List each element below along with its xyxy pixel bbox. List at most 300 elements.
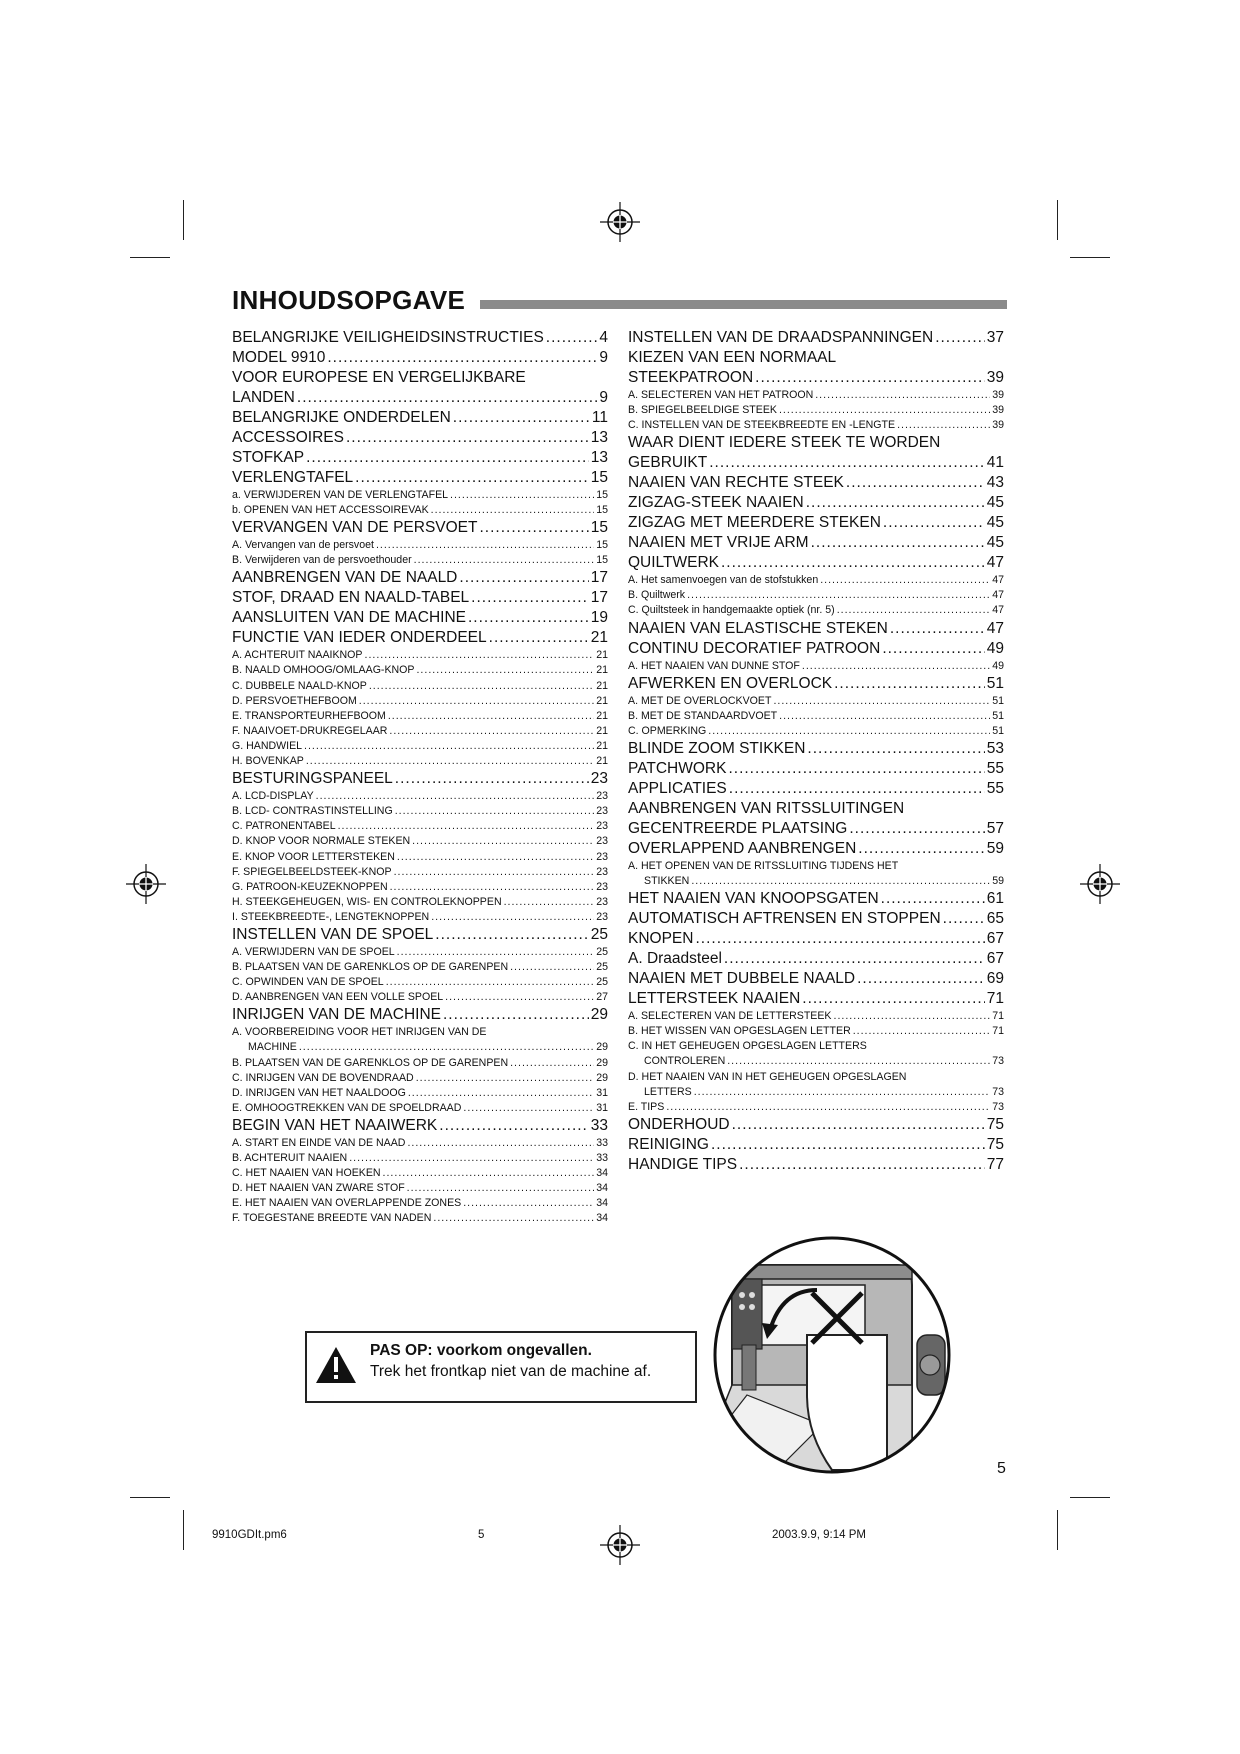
toc-entry-page: 71 bbox=[992, 1010, 1004, 1023]
toc-entry-page: 25 bbox=[596, 961, 608, 974]
toc-entry-page: 55 bbox=[986, 759, 1004, 777]
toc-entry-label: INRIJGEN VAN DE MACHINE bbox=[232, 1006, 441, 1024]
toc-entry-label: A. ACHTERUIT NAAIKNOP bbox=[232, 649, 363, 662]
toc-entry-label: B. NAALD OMHOOG/OMLAAG-KNOP bbox=[232, 664, 415, 677]
leader-dots bbox=[666, 1100, 990, 1115]
toc-entry-page: 47 bbox=[986, 619, 1004, 637]
toc-entry-page: 59 bbox=[986, 839, 1004, 857]
leader-dots bbox=[471, 588, 589, 608]
toc-entry-page: 21 bbox=[596, 739, 608, 752]
leader-dots bbox=[407, 1136, 594, 1151]
toc-entry-page: 23 bbox=[596, 805, 608, 818]
leader-dots bbox=[435, 925, 588, 945]
leader-dots bbox=[395, 804, 595, 819]
leader-dots bbox=[479, 518, 588, 538]
toc-entry-label: FUNCTIE VAN IEDER ONDERDEEL bbox=[232, 629, 487, 647]
toc-entry-label: BEGIN VAN HET NAAIWERK bbox=[232, 1116, 438, 1134]
toc-subentry bbox=[232, 488, 608, 503]
leader-dots bbox=[732, 1115, 985, 1135]
toc-entry-label: HANDIGE TIPS bbox=[628, 1155, 738, 1173]
toc-entry-page: 67 bbox=[986, 950, 1004, 968]
toc-entry-page: 23 bbox=[596, 820, 608, 833]
toc-entry bbox=[628, 839, 1004, 859]
toc-entry-page: 51 bbox=[986, 674, 1004, 692]
toc-subentry bbox=[232, 910, 608, 925]
toc-subentry bbox=[628, 724, 1004, 739]
toc-entry bbox=[628, 759, 1004, 779]
leader-dots bbox=[727, 1054, 990, 1069]
toc-subentry bbox=[232, 895, 608, 910]
machine-front-cover-illustration bbox=[712, 1235, 952, 1475]
toc-entry bbox=[628, 929, 1004, 949]
toc-entry-label: C. OPMERKING bbox=[628, 724, 707, 737]
toc-subentry bbox=[232, 1086, 608, 1101]
toc-entry-page: 33 bbox=[596, 1136, 608, 1149]
toc-entry-page: 33 bbox=[596, 1152, 608, 1164]
toc-entry-label: A. LCD-DISPLAY bbox=[232, 790, 314, 803]
leader-dots bbox=[468, 608, 589, 628]
leader-dots bbox=[709, 453, 985, 473]
toc-entry-label: C. Quiltsteek in handgemaakte optiek (nr. 5) bbox=[628, 604, 835, 617]
toc-entry-label: NAAIEN VAN RECHTE STEEK bbox=[628, 474, 844, 492]
toc-entry-label: STEEKPATROON bbox=[628, 369, 754, 386]
toc-subentry bbox=[232, 960, 608, 975]
toc-entry-label: GECENTREERDE PLAATSING bbox=[628, 819, 848, 837]
leader-dots bbox=[327, 348, 597, 368]
toc-entry-label: AANBRENGEN VAN DE NAALD bbox=[232, 569, 458, 587]
toc-subentry bbox=[232, 724, 608, 739]
toc-entry bbox=[628, 989, 1004, 1009]
toc-entry-page: 47 bbox=[992, 604, 1004, 617]
leader-dots bbox=[388, 709, 594, 724]
toc-entry-page: 17 bbox=[590, 589, 608, 607]
toc-entry-page: 53 bbox=[986, 739, 1004, 757]
toc-subentry bbox=[628, 1054, 1004, 1069]
footer-file: 9910GDIt.pm6 bbox=[212, 1529, 287, 1541]
toc-subentry bbox=[628, 1024, 1004, 1039]
leader-dots bbox=[386, 975, 595, 990]
registration-mark-icon bbox=[126, 864, 166, 904]
warning-triangle-icon bbox=[315, 1346, 357, 1384]
toc-subentry bbox=[232, 945, 608, 960]
toc-entry-label: NAAIEN VAN ELASTISCHE STEKEN bbox=[628, 619, 888, 637]
crop-mark bbox=[1070, 257, 1110, 258]
crop-mark bbox=[1057, 200, 1058, 240]
leader-dots bbox=[779, 709, 990, 724]
leader-dots bbox=[412, 834, 594, 849]
toc-entry-label: F. NAAIVOET-DRUKREGELAAR bbox=[232, 724, 388, 737]
toc-entry-label: C. PATRONENTABEL bbox=[232, 820, 336, 833]
title-rule bbox=[480, 300, 1007, 309]
toc-entry bbox=[628, 639, 1004, 659]
toc-subentry bbox=[232, 1101, 608, 1116]
toc-entry bbox=[232, 608, 608, 628]
toc-entry bbox=[628, 909, 1004, 929]
toc-entry bbox=[628, 493, 1004, 513]
leader-dots bbox=[297, 388, 597, 408]
leader-dots bbox=[383, 1166, 595, 1181]
leader-dots bbox=[728, 759, 984, 779]
leader-dots bbox=[459, 568, 588, 588]
toc-entry-page: 21 bbox=[596, 649, 608, 662]
leader-dots bbox=[389, 724, 594, 739]
leader-dots bbox=[807, 739, 984, 759]
leader-dots bbox=[724, 949, 985, 969]
toc-subentry bbox=[232, 663, 608, 678]
toc-entry-page: 55 bbox=[986, 779, 1004, 797]
warning-title: PAS OP: voorkom ongevallen. bbox=[370, 1342, 592, 1359]
toc-entry-label: STOF, DRAAD EN NAALD-TABEL bbox=[232, 589, 470, 607]
toc-subentry bbox=[232, 804, 608, 819]
leader-dots bbox=[299, 1040, 594, 1055]
toc-entry-page: 57 bbox=[986, 819, 1004, 837]
toc-subentry bbox=[232, 648, 608, 663]
toc-entry-label: H. STEEKGEHEUGEN, WIS- EN CONTROLEKNOPPEN bbox=[232, 895, 502, 908]
toc-entry-label: AFWERKEN EN OVERLOCK bbox=[628, 674, 833, 692]
toc-entry-page: 71 bbox=[986, 990, 1004, 1008]
toc-entry-label: D. HET NAAIEN VAN IN HET GEHEUGEN OPGESLAGEN bbox=[628, 1070, 907, 1083]
toc-entry-page: 73 bbox=[992, 1100, 1004, 1113]
leader-dots bbox=[390, 880, 595, 895]
toc-subentry bbox=[232, 553, 608, 568]
toc-entry-page: 19 bbox=[590, 609, 608, 627]
toc-entry-page: 23 bbox=[596, 835, 608, 848]
crop-mark bbox=[1070, 1497, 1110, 1498]
crop-mark bbox=[130, 1497, 170, 1498]
toc-entry bbox=[628, 348, 1004, 368]
toc-entry-label: F. TOEGESTANE BREEDTE VAN NADEN bbox=[232, 1212, 432, 1225]
toc-entry-page: 21 bbox=[596, 679, 608, 692]
crop-mark bbox=[130, 257, 170, 258]
leader-dots bbox=[890, 619, 985, 639]
toc-entry-label: B. Quiltwerk bbox=[628, 589, 686, 602]
leader-dots bbox=[811, 533, 985, 553]
toc-subentry bbox=[232, 1181, 608, 1196]
toc-entry-label: G. PATROON-KEUZEKNOPPEN bbox=[232, 880, 388, 893]
toc-entry-page: 23 bbox=[590, 770, 608, 788]
toc-entry-label: MODEL 9910 bbox=[232, 349, 326, 366]
toc-subentry bbox=[628, 1070, 1004, 1085]
leader-dots bbox=[857, 969, 985, 989]
toc-entry-label: B. PLAATSEN VAN DE GARENKLOS OP DE GARENPEN bbox=[232, 961, 509, 974]
toc-entry-page: 31 bbox=[596, 1101, 608, 1114]
toc-entry-label: STIKKEN bbox=[644, 875, 690, 888]
crop-mark bbox=[183, 200, 184, 240]
toc-entry-label: A. Het samenvoegen van de stofstukken bbox=[628, 574, 819, 587]
toc-entry-label: HET NAAIEN VAN KNOOPSGATEN bbox=[628, 890, 879, 908]
toc-entry-label: ZIGZAG MET MEERDERE STEKEN bbox=[628, 514, 881, 532]
toc-entry bbox=[232, 1116, 608, 1136]
toc-entry-label: D. INRIJGEN VAN HET NAALDOOG bbox=[232, 1086, 406, 1099]
toc-entry-page: 47 bbox=[992, 574, 1004, 587]
toc-entry-page: 29 bbox=[596, 1071, 608, 1084]
toc-entry-page: 31 bbox=[596, 1086, 608, 1099]
toc-entry bbox=[628, 969, 1004, 989]
leader-dots bbox=[439, 1116, 588, 1136]
toc-entry-page: 9 bbox=[599, 389, 608, 406]
toc-entry bbox=[628, 553, 1004, 573]
registration-mark-icon bbox=[600, 1525, 640, 1565]
leader-dots bbox=[407, 1181, 595, 1196]
toc-entry bbox=[628, 819, 1004, 839]
toc-entry-label: E. TRANSPORTEURHEFBOOM bbox=[232, 709, 386, 722]
toc-entry-page: 15 bbox=[596, 489, 608, 501]
leader-dots bbox=[820, 573, 990, 588]
toc-entry-label: INSTELLEN VAN DE SPOEL bbox=[232, 925, 434, 943]
leader-dots bbox=[394, 865, 595, 880]
toc-entry bbox=[232, 628, 608, 648]
leader-dots bbox=[849, 819, 984, 839]
leader-dots bbox=[445, 990, 594, 1005]
toc-entry bbox=[628, 799, 1004, 819]
toc-entry bbox=[628, 889, 1004, 909]
leader-dots bbox=[453, 408, 590, 428]
toc-subentry bbox=[628, 1100, 1004, 1115]
toc-entry bbox=[232, 925, 608, 945]
toc-entry bbox=[628, 433, 1004, 453]
toc-entry-label: B. LCD- CONTRASTINSTELLING bbox=[232, 805, 393, 818]
toc-subentry bbox=[628, 588, 1004, 603]
toc-entry-page: 23 bbox=[596, 895, 608, 908]
toc-subentry bbox=[232, 1151, 608, 1166]
leader-dots bbox=[834, 674, 985, 694]
leader-dots bbox=[881, 889, 985, 909]
leader-dots bbox=[806, 493, 985, 513]
toc-entry-label: C. IN HET GEHEUGEN OPGESLAGEN LETTERS bbox=[628, 1040, 867, 1053]
leader-dots bbox=[489, 628, 589, 648]
toc-entry bbox=[628, 1155, 1004, 1175]
crop-mark bbox=[183, 1510, 184, 1550]
toc-subentry bbox=[232, 1211, 608, 1226]
toc-subentry bbox=[628, 573, 1004, 588]
toc-entry bbox=[232, 448, 608, 468]
toc-entry-label: B. ACHTERUIT NAAIEN bbox=[232, 1152, 348, 1164]
toc-entry-label: E. OMHOOGTREKKEN VAN DE SPOELDRAAD bbox=[232, 1101, 462, 1114]
toc-entry-label: E. KNOP VOOR LETTERSTEKEN bbox=[232, 850, 395, 863]
leader-dots bbox=[739, 1155, 985, 1175]
leader-dots bbox=[450, 488, 594, 503]
toc-entry-label: VOOR EUROPESE EN VERGELIJKBARE bbox=[232, 369, 526, 386]
toc-entry bbox=[628, 619, 1004, 639]
toc-entry-label: BELANGRIJKE VEILIGHEIDSINSTRUCTIES bbox=[232, 329, 544, 346]
toc-entry bbox=[628, 533, 1004, 553]
toc-entry-label: A. SELECTEREN VAN DE LETTERSTEEK bbox=[628, 1010, 832, 1023]
toc-entry-page: 13 bbox=[590, 429, 608, 446]
toc-entry-label: A. MET DE OVERLOCKVOET bbox=[628, 694, 772, 707]
toc-entry-page: 25 bbox=[596, 976, 608, 989]
toc-subentry bbox=[232, 739, 608, 754]
toc-entry bbox=[232, 388, 608, 408]
toc-entry-page: 71 bbox=[992, 1025, 1004, 1038]
toc-entry-label: QUILTWERK bbox=[628, 554, 719, 572]
toc-entry-page: 45 bbox=[986, 514, 1004, 532]
toc-entry-label: LETTERS bbox=[644, 1085, 692, 1098]
toc-entry-label: VERLENGTAFEL bbox=[232, 469, 354, 486]
toc-entry bbox=[628, 473, 1004, 493]
toc-entry-page: 29 bbox=[596, 1056, 608, 1069]
toc-entry bbox=[232, 1005, 608, 1025]
leader-dots bbox=[858, 839, 984, 859]
toc-subentry bbox=[232, 990, 608, 1005]
toc-entry-page: 51 bbox=[992, 724, 1004, 737]
toc-subentry bbox=[628, 709, 1004, 724]
toc-entry-label: LANDEN bbox=[232, 389, 295, 406]
toc-entry-label: REINIGING bbox=[628, 1135, 709, 1153]
toc-entry-label: WAAR DIENT IEDERE STEEK TE WORDEN bbox=[628, 434, 941, 452]
toc-entry-page: 11 bbox=[591, 409, 608, 426]
toc-subentry bbox=[232, 754, 608, 769]
toc-entry-label: BESTURINGSPANEEL bbox=[232, 770, 393, 788]
toc-entry-label: BELANGRIJKE ONDERDELEN bbox=[232, 409, 451, 426]
leader-dots bbox=[708, 724, 990, 739]
toc-entry-page: 21 bbox=[596, 709, 608, 722]
toc-subentry bbox=[232, 538, 608, 553]
footer-page: 5 bbox=[478, 1529, 485, 1541]
leader-dots bbox=[853, 1024, 990, 1039]
toc-subentry bbox=[232, 1071, 608, 1086]
leader-dots bbox=[416, 1071, 595, 1086]
toc-entry-page: 49 bbox=[986, 639, 1004, 657]
toc-entry-page: 34 bbox=[596, 1197, 608, 1210]
toc-entry-label: INSTELLEN VAN DE DRAADSPANNINGEN bbox=[628, 329, 934, 346]
toc-entry-label: E. TIPS bbox=[628, 1100, 665, 1113]
toc-entry-page: 77 bbox=[986, 1155, 1004, 1173]
toc-subentry bbox=[628, 603, 1004, 618]
leader-dots bbox=[773, 694, 990, 709]
toc-entry-label: AUTOMATISCH AFTRENSEN EN STOPPEN bbox=[628, 910, 941, 928]
page-number: 5 bbox=[997, 1460, 1006, 1477]
leader-dots bbox=[755, 368, 985, 388]
leader-dots bbox=[883, 513, 985, 533]
leader-dots bbox=[306, 754, 594, 769]
toc-entry-page: 21 bbox=[596, 724, 608, 737]
toc-entry-page: 39 bbox=[992, 419, 1004, 432]
leader-dots bbox=[433, 1211, 594, 1226]
leader-dots bbox=[721, 553, 985, 573]
leader-dots bbox=[463, 1196, 594, 1211]
toc-entry bbox=[628, 949, 1004, 969]
toc-entry-page: 21 bbox=[590, 629, 608, 647]
toc-entry bbox=[628, 674, 1004, 694]
toc-entry-page: 45 bbox=[986, 534, 1004, 552]
toc-entry-label: APPLICATIES bbox=[628, 779, 727, 797]
toc-entry-label: ONDERHOUD bbox=[628, 1115, 730, 1133]
toc-entry-page: 49 bbox=[992, 659, 1004, 672]
toc-entry-label: ZIGZAG-STEEK NAAIEN bbox=[628, 494, 804, 512]
leader-dots bbox=[431, 503, 595, 518]
toc-entry-label: A. Draadsteel bbox=[628, 950, 722, 968]
toc-entry bbox=[232, 428, 608, 448]
toc-entry-label: A. VERWIJDERN VAN DE SPOEL bbox=[232, 945, 395, 958]
toc-subentry bbox=[232, 975, 608, 990]
leader-dots bbox=[846, 473, 985, 493]
toc-entry bbox=[628, 779, 1004, 799]
toc-entry-page: 67 bbox=[986, 930, 1004, 948]
toc-subentry bbox=[628, 1009, 1004, 1024]
toc-entry-page: 41 bbox=[986, 454, 1004, 472]
toc-entry-label: D. KNOP VOOR NORMALE STEKEN bbox=[232, 835, 411, 848]
toc-entry-page: 27 bbox=[596, 991, 608, 1004]
leader-dots bbox=[504, 895, 595, 910]
leader-dots bbox=[414, 553, 595, 568]
toc-entry-page: 15 bbox=[596, 554, 608, 567]
toc-entry-label: A. Vervangen van de persvoet bbox=[232, 539, 374, 552]
toc-entry-label: CONTROLEREN bbox=[644, 1055, 726, 1068]
toc-entry bbox=[232, 408, 608, 428]
toc-entry-page: 47 bbox=[986, 554, 1004, 572]
leader-dots bbox=[463, 1101, 594, 1116]
leader-dots bbox=[694, 1085, 991, 1100]
leader-dots bbox=[510, 1056, 594, 1071]
toc-entry-page: 39 bbox=[992, 404, 1004, 417]
toc-entry bbox=[232, 328, 608, 348]
toc-entry-label: E. HET NAAIEN VAN OVERLAPPENDE ZONES bbox=[232, 1197, 462, 1210]
toc-entry-label: I. STEEKBREEDTE-, LENGTEKNOPPEN bbox=[232, 910, 430, 923]
toc-subentry bbox=[232, 880, 608, 895]
leader-dots bbox=[711, 1135, 985, 1155]
toc-entry-label: NAAIEN MET VRIJE ARM bbox=[628, 534, 809, 552]
toc-entry-label: NAAIEN MET DUBBELE NAALD bbox=[628, 970, 856, 988]
toc-entry-page: 34 bbox=[596, 1167, 608, 1180]
toc-entry-page: 23 bbox=[596, 865, 608, 878]
leader-dots bbox=[316, 789, 595, 804]
toc-entry-label: H. BOVENKAP bbox=[232, 755, 304, 768]
toc-entry-page: 69 bbox=[986, 970, 1004, 988]
toc-entry-label: A. VOORBEREIDING VOOR HET INRIJGEN VAN DE bbox=[232, 1026, 487, 1039]
toc-entry-label: B. MET DE STANDAARDVOET bbox=[628, 709, 778, 722]
toc-entry-label: BLINDE ZOOM STIKKEN bbox=[628, 739, 806, 757]
toc-entry-label: D. AANBRENGEN VAN EEN VOLLE SPOEL bbox=[232, 991, 444, 1004]
toc-subentry bbox=[628, 1085, 1004, 1100]
toc-subentry bbox=[628, 403, 1004, 418]
toc-entry-label: B. Verwijderen van de persvoethouder bbox=[232, 554, 412, 567]
toc-subentry bbox=[232, 1056, 608, 1071]
leader-dots bbox=[882, 639, 984, 659]
toc-entry bbox=[232, 769, 608, 789]
toc-subentry bbox=[232, 834, 608, 849]
toc-entry-label: G. HANDWIEL bbox=[232, 739, 303, 752]
leader-dots bbox=[695, 929, 984, 949]
toc-entry-label: AANSLUITEN VAN DE MACHINE bbox=[232, 609, 466, 627]
toc-entry-label: B. PLAATSEN VAN DE GARENKLOS OP DE GARENPEN bbox=[232, 1056, 509, 1069]
toc-entry-label: C. INSTELLEN VAN DE STEEKBREEDTE EN -LENGTE bbox=[628, 419, 896, 432]
toc-entry-page: 21 bbox=[596, 664, 608, 677]
toc-entry-label: F. SPIEGELBEELDSTEEK-KNOP bbox=[232, 865, 392, 878]
leader-dots bbox=[349, 1151, 594, 1166]
warning-text: Trek het frontkap niet van de machine af. bbox=[370, 1363, 652, 1380]
toc-entry-label: C. INRIJGEN VAN DE BOVENDRAAD bbox=[232, 1071, 414, 1084]
toc-subentry bbox=[232, 709, 608, 724]
toc-entry-page: 9 bbox=[599, 349, 608, 366]
page-title: INHOUDSOPGAVE bbox=[232, 286, 471, 314]
toc-entry-label: B. HET WISSEN VAN OPGESLAGEN LETTER bbox=[628, 1025, 851, 1038]
leader-dots bbox=[338, 819, 595, 834]
toc-subentry bbox=[628, 388, 1004, 403]
toc-subentry bbox=[232, 1136, 608, 1151]
toc-entry-label: a. VERWIJDEREN VAN DE VERLENGTAFEL bbox=[232, 489, 449, 501]
toc-entry bbox=[628, 453, 1004, 473]
toc-entry bbox=[232, 468, 608, 488]
toc-entry-page: 73 bbox=[992, 1055, 1004, 1068]
toc-entry-label: D. PERSVOETHEFBOOM bbox=[232, 694, 357, 707]
toc-entry-label: D. HET NAAIEN VAN ZWARE STOF bbox=[232, 1182, 405, 1195]
leader-dots bbox=[802, 989, 984, 1009]
leader-dots bbox=[687, 588, 990, 603]
toc-subentry bbox=[232, 694, 608, 709]
toc-entry-label: C. OPWINDEN VAN DE SPOEL bbox=[232, 976, 384, 989]
leader-dots bbox=[395, 769, 589, 789]
toc-entry bbox=[232, 348, 608, 368]
